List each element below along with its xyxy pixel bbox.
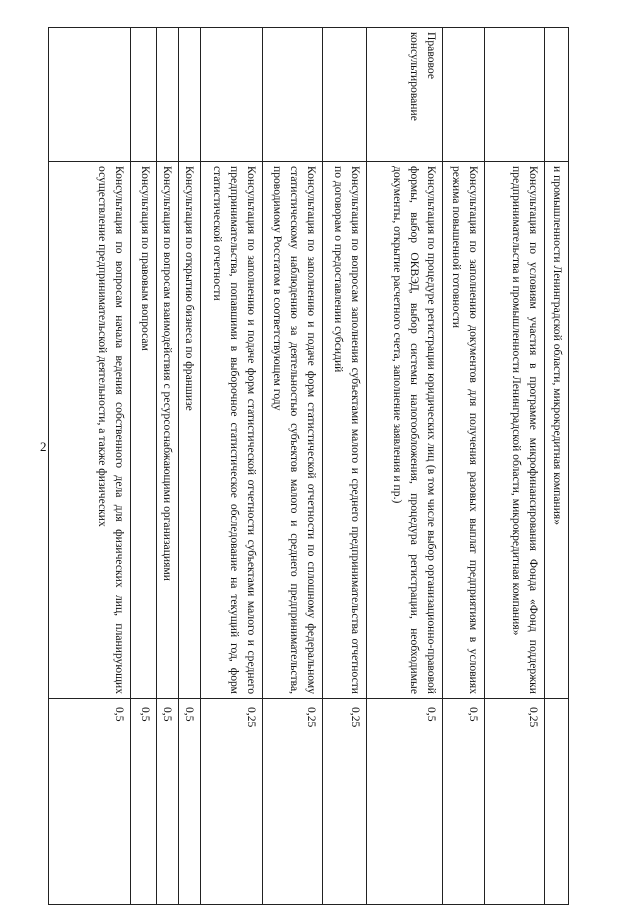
table-row bbox=[443, 28, 485, 905]
description-cell: Консультация по заполнению документов для получения разовых выплат предприятиям в условиях режима повышенной готовности bbox=[443, 162, 485, 699]
score-cell: 0,5 bbox=[367, 699, 443, 905]
table-row bbox=[131, 28, 157, 905]
page-number-text: 2 bbox=[40, 439, 47, 454]
category-cell bbox=[323, 28, 367, 162]
table-row bbox=[201, 28, 263, 905]
score-cell: 0,5 bbox=[157, 699, 179, 905]
table-row bbox=[179, 28, 201, 905]
table-row bbox=[263, 28, 323, 905]
category-cell bbox=[263, 28, 323, 162]
table-row bbox=[49, 28, 131, 905]
table-row bbox=[545, 28, 569, 905]
description-cell: и промышленности Ленинградской области, микрокредитная компания» bbox=[545, 162, 569, 699]
category-cell bbox=[131, 28, 157, 162]
score-cell: 0,5 bbox=[131, 699, 157, 905]
table-row bbox=[157, 28, 179, 905]
description-cell: Консультация по заполнению и подаче форм статистической отчетности по сплошному федеральному статистическому наблюдению за деятельностью субъектов малого и среднего предпринимательства, проводимому Росстатом в соответствующем году bbox=[263, 162, 323, 699]
category-cell bbox=[179, 28, 201, 162]
table-row bbox=[485, 28, 545, 905]
score-cell: 0,5 bbox=[49, 699, 131, 905]
category-cell: Правовое консультирование bbox=[367, 28, 443, 162]
description-cell: Консультация по открытию бизнеса по франшизе bbox=[179, 162, 201, 699]
category-cell bbox=[545, 28, 569, 162]
description-cell: Консультация по вопросам взаимодействия с ресурсоснабжающими организациями bbox=[157, 162, 179, 699]
category-cell bbox=[443, 28, 485, 162]
description-cell: Консультация по вопросам заполнения субъектами малого и среднего предпринимательства отчетности по договорам о предоставлении субсидий bbox=[323, 162, 367, 699]
score-cell: 0,25 bbox=[201, 699, 263, 905]
score-cell bbox=[545, 699, 569, 905]
description-cell: Консультация по вопросам начала ведения собственного дела для физических лиц, планирующих осуществление предпринимательской деятельности, а также физических bbox=[49, 162, 131, 699]
score-cell: 0,5 bbox=[443, 699, 485, 905]
category-cell bbox=[157, 28, 179, 162]
score-cell: 0,25 bbox=[263, 699, 323, 905]
score-cell: 0,5 bbox=[179, 699, 201, 905]
score-cell: 0,25 bbox=[323, 699, 367, 905]
category-cell bbox=[49, 28, 131, 162]
description-cell: Консультация по условиям участия в программе микрофинансирования Фонда «Фонд поддержки предпринимательства и промышленности Ленинградской области, микрокредитная компания» bbox=[485, 162, 545, 699]
description-cell: Консультация по правовым вопросам bbox=[131, 162, 157, 699]
category-cell bbox=[201, 28, 263, 162]
description-cell: Консультация по заполнению и подаче форм статистической отчетности субъектами малого и среднего предпринимательства, попавшими в выборочное статистическое обследование на текущий год, форм статистической отчетности bbox=[201, 162, 263, 699]
table-row bbox=[367, 28, 443, 905]
score-cell: 0,25 bbox=[485, 699, 545, 905]
description-cell: Консультация по процедуре регистрации юридических лиц (в том числе выбор организационно-правовой формы, выбор ОКВЭД, выбор системы налогообложения, процедура регистрации, необходимые документы, открытие расчетного счета, заполнение заявления и пр.) bbox=[367, 162, 443, 699]
table-row bbox=[323, 28, 367, 905]
services-table bbox=[48, 27, 569, 905]
category-cell bbox=[485, 28, 545, 162]
